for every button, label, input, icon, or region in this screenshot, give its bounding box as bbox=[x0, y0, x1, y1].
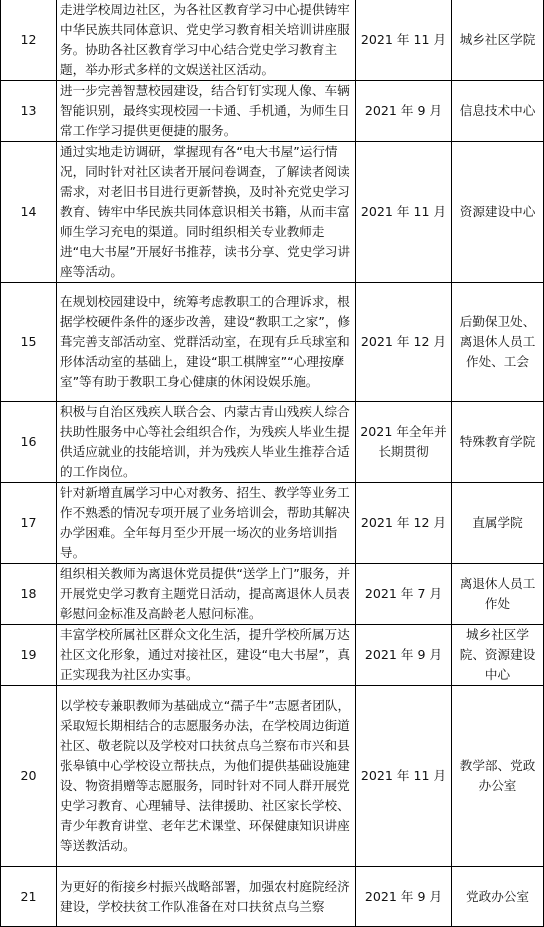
item-content: 以学校专兼职教师为基础成立“孺子牛”志愿者团队，采取短长期相结合的志愿服务办法，在学校周边街道社区、敬老院以及学校对口扶贫点乌兰察布市兴和县张皋镇中心学校设立帮扶点，为他们提供基础设施建设、物资捐赠等志愿服务，同时针对不同人群开展党史学习教育、心理辅导、法律援助、社区家长学校、青少年教育讲堂、老年艺术课堂、环保健康知识讲座等送教活动。 bbox=[57, 686, 356, 867]
item-number: 16 bbox=[1, 402, 57, 483]
item-deadline: 2021 年 11 月 bbox=[356, 0, 452, 81]
item-number: 13 bbox=[1, 81, 57, 142]
table-row bbox=[1, 625, 544, 686]
item-deadline: 2021 年 12 月 bbox=[356, 283, 452, 402]
table-row bbox=[1, 283, 544, 402]
table-row bbox=[1, 402, 544, 483]
item-number: 19 bbox=[1, 625, 57, 686]
item-number: 15 bbox=[1, 283, 57, 402]
item-number: 17 bbox=[1, 483, 57, 564]
table-row bbox=[1, 0, 544, 81]
table-row bbox=[1, 564, 544, 625]
table-row bbox=[1, 686, 544, 867]
item-deadline: 2021 年 9 月 bbox=[356, 81, 452, 142]
item-content: 积极与自治区残疾人联合会、内蒙古青山残疾人综合扶助性服务中心等社会组织合作，为残疾人毕业生提供适应就业的技能培训，并为残疾人毕业生推荐合适的工作岗位。 bbox=[57, 402, 356, 483]
item-number: 14 bbox=[1, 142, 57, 283]
item-department: 资源建设中心 bbox=[452, 142, 544, 283]
item-content: 针对新增直属学习中心对教务、招生、教学等业务工作不熟悉的情况专项开展了业务培训会，帮助其解决办学困难。全年每月至少开展一场次的业务培训指导。 bbox=[57, 483, 356, 564]
item-content: 在规划校园建设中，统筹考虑教职工的合理诉求，根据学校硬件条件的逐步改善，建设“教职工之家”，修葺完善支部活动室、党群活动室，在现有乒乓球室和形体活动室的基础上，建设“职工棋牌室”“心理按摩室”等有助于教职工身心健康的休闲设娱乐施。 bbox=[57, 283, 356, 402]
table-row bbox=[1, 142, 544, 283]
item-department: 信息技术中心 bbox=[452, 81, 544, 142]
item-department: 城乡社区学院、资源建设中心 bbox=[452, 625, 544, 686]
item-content: 走进学校周边社区，为各社区教育学习中心提供铸牢中华民族共同体意识、党史学习教育相关培训讲座服务。协助各社区教育学习中心结合党史学习教育主题，举办形式多样的文娱送社区活动。 bbox=[57, 0, 356, 81]
item-department: 离退休人员工作处 bbox=[452, 564, 544, 625]
table-row bbox=[1, 867, 544, 927]
item-deadline: 2021 年 7 月 bbox=[356, 564, 452, 625]
item-content: 组织相关教师为离退休党员提供“送学上门”服务，并开展党史学习教育主题党日活动，提高离退休人员表彰慰问金标准及高龄老人慰问标准。 bbox=[57, 564, 356, 625]
item-department: 后勤保卫处、离退休人员工作处、工会 bbox=[452, 283, 544, 402]
item-department: 城乡社区学院 bbox=[452, 0, 544, 81]
item-department: 特殊教育学院 bbox=[452, 402, 544, 483]
item-deadline: 2021 年 11 月 bbox=[356, 686, 452, 867]
item-department: 教学部、党政办公室 bbox=[452, 686, 544, 867]
item-deadline: 2021 年 9 月 bbox=[356, 625, 452, 686]
item-deadline: 2021 年全年并长期贯彻 bbox=[356, 402, 452, 483]
item-content: 进一步完善智慧校园建设，结合钉钉实现人像、车辆智能识别，最终实现校园一卡通、手机通，为师生日常工作学习提供更便捷的服务。 bbox=[57, 81, 356, 142]
item-department: 直属学院 bbox=[452, 483, 544, 564]
item-content: 为更好的衔接乡村振兴战略部署，加强农村庭院经济建设，学校扶贫工作队准备在对口扶贫点乌兰察 bbox=[57, 867, 356, 927]
table-row bbox=[1, 81, 544, 142]
item-deadline: 2021 年 11 月 bbox=[356, 142, 452, 283]
item-deadline: 2021 年 9 月 bbox=[356, 867, 452, 927]
table-row bbox=[1, 483, 544, 564]
item-number: 18 bbox=[1, 564, 57, 625]
item-number: 12 bbox=[1, 0, 57, 81]
item-content: 通过实地走访调研，掌握现有各“电大书屋”运行情况，同时针对社区读者开展问卷调查，了解读者阅读需求，对老旧书目进行更新替换，及时补充党史学习教育、铸牢中华民族共同体意识相关书籍，从而丰富师生学习充电的渠道。同时组织相关专业教师走进“电大书屋”开展好书推荐，读书分享、党史学习讲座等活动。 bbox=[57, 142, 356, 283]
item-department: 党政办公室 bbox=[452, 867, 544, 927]
item-content: 丰富学校所属社区群众文化生活，提升学校所属万达社区文化形象，通过对接社区，建设“电大书屋”，真正实现我为社区办实事。 bbox=[57, 625, 356, 686]
item-number: 21 bbox=[1, 867, 57, 927]
item-deadline: 2021 年 12 月 bbox=[356, 483, 452, 564]
item-number: 20 bbox=[1, 686, 57, 867]
